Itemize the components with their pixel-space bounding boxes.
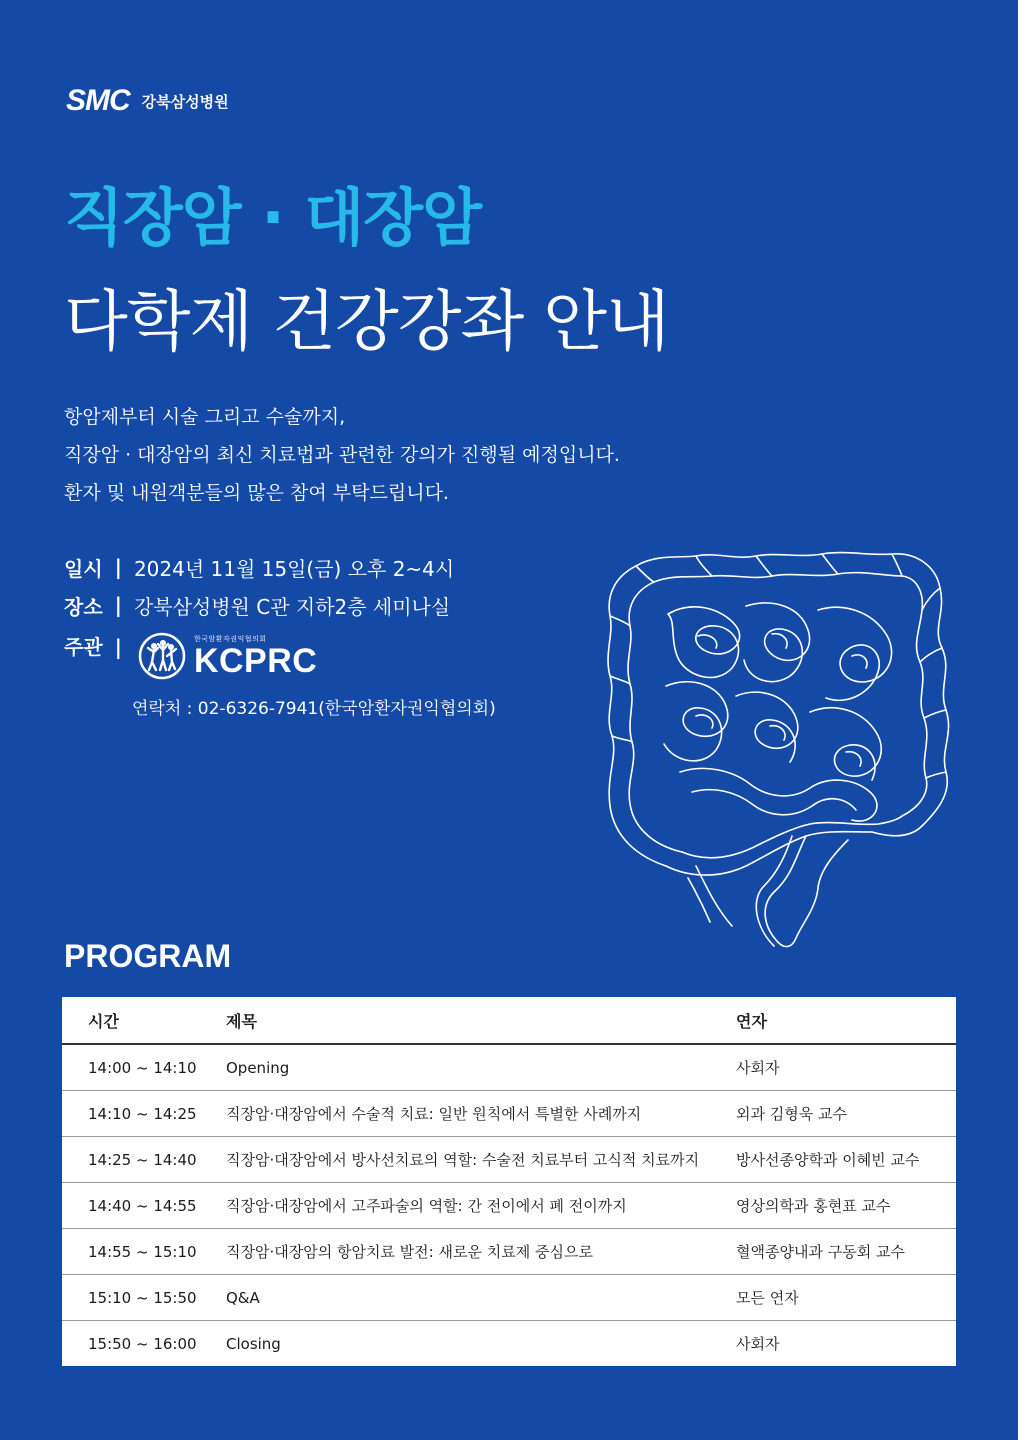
- header-speaker: 연자: [736, 1011, 767, 1031]
- row-subject: 직장암·대장암에서 고주파술의 역할: 간 전이에서 폐 전이까지: [226, 1197, 627, 1215]
- table-row: [62, 1229, 956, 1275]
- row-time: 15:10 ~ 15:50: [88, 1288, 197, 1307]
- program-title: PROGRAM: [64, 938, 232, 974]
- kcprc-name: KCPRC: [193, 642, 318, 680]
- row-subject: Q&A: [226, 1288, 260, 1307]
- intro-text: [64, 398, 620, 512]
- intro-line: 환자 및 내원객분들의 많은 참여 부탁드립니다.: [64, 482, 449, 504]
- title-line-1: 직장암 · 대장암: [64, 181, 482, 254]
- row-speaker: 사회자: [736, 1335, 780, 1353]
- table-row: [62, 1091, 956, 1137]
- separator: |: [114, 635, 122, 659]
- separator: |: [114, 593, 122, 617]
- table-row: [62, 1275, 956, 1321]
- header-time: 시간: [88, 1011, 119, 1031]
- table-row: [62, 1183, 956, 1229]
- row-time: 14:40 ~ 14:55: [88, 1196, 197, 1215]
- row-speaker: 영상의학과 홍현표 교수: [736, 1197, 891, 1215]
- row-time: 14:55 ~ 15:10: [88, 1242, 197, 1261]
- host-key: 주관: [64, 635, 103, 659]
- row-time: 14:25 ~ 14:40: [88, 1150, 197, 1169]
- program-table: [62, 997, 956, 1366]
- table-header: [62, 997, 956, 1045]
- table-row: [62, 1321, 956, 1366]
- row-speaker: 외과 김형욱 교수: [736, 1105, 847, 1123]
- host-row: [64, 628, 496, 680]
- date-row: [64, 548, 496, 586]
- header-subject: 제목: [226, 1011, 257, 1031]
- row-subject: 직장암·대장암의 항암치료 발전: 새로운 치료제 중심으로: [226, 1243, 593, 1261]
- row-time: 15:50 ~ 16:00: [88, 1334, 197, 1353]
- date-value: 2024년 11월 15일(금) 오후 2~4시: [133, 556, 455, 581]
- date-key: 일시: [64, 556, 103, 581]
- row-subject: Closing: [226, 1334, 281, 1353]
- kcprc-people-icon: [138, 632, 186, 680]
- row-speaker: 방사선종양학과 이혜빈 교수: [736, 1151, 920, 1169]
- row-speaker: 사회자: [736, 1059, 780, 1077]
- place-row: [64, 586, 496, 624]
- row-subject: 직장암·대장암에서 방사선치료의 역할: 수술전 치료부터 고식적 치료까지: [226, 1151, 700, 1169]
- hospital-name: 강북삼성병원: [141, 92, 229, 111]
- hospital-logo: [66, 84, 229, 118]
- row-time: 14:00 ~ 14:10: [88, 1058, 197, 1077]
- kcprc-logo: [138, 632, 317, 680]
- separator: |: [114, 555, 122, 579]
- intestine-icon: [596, 536, 956, 956]
- table-row: [62, 1137, 956, 1183]
- row-time: 14:10 ~ 14:25: [88, 1104, 197, 1123]
- title-line-2: 다학제 건강강좌 안내: [64, 283, 669, 360]
- kcprc-korean-name: 한국암환자권익협의회: [193, 635, 267, 643]
- row-subject: Opening: [226, 1058, 290, 1077]
- intro-line: 직장암 · 대장암의 최신 치료법과 관련한 강의가 진행될 예정입니다.: [64, 444, 620, 466]
- place-value: 강북삼성병원 C관 지하2층 세미나실: [133, 594, 451, 619]
- intro-line: 항암제부터 시술 그리고 수술까지,: [64, 406, 346, 428]
- contact-info: 연락처 : 02-6326-7941(한국암환자권익협의회): [132, 699, 496, 719]
- smc-logo-mark: SMC: [66, 84, 130, 117]
- event-info: [64, 548, 496, 719]
- table-row: [62, 1045, 956, 1091]
- row-subject: 직장암·대장암에서 수술적 치료: 일반 원칙에서 특별한 사례까지: [226, 1105, 642, 1123]
- row-speaker: 혈액종양내과 구동회 교수: [736, 1243, 905, 1261]
- row-speaker: 모든 연자: [736, 1289, 799, 1307]
- place-key: 장소: [64, 594, 103, 619]
